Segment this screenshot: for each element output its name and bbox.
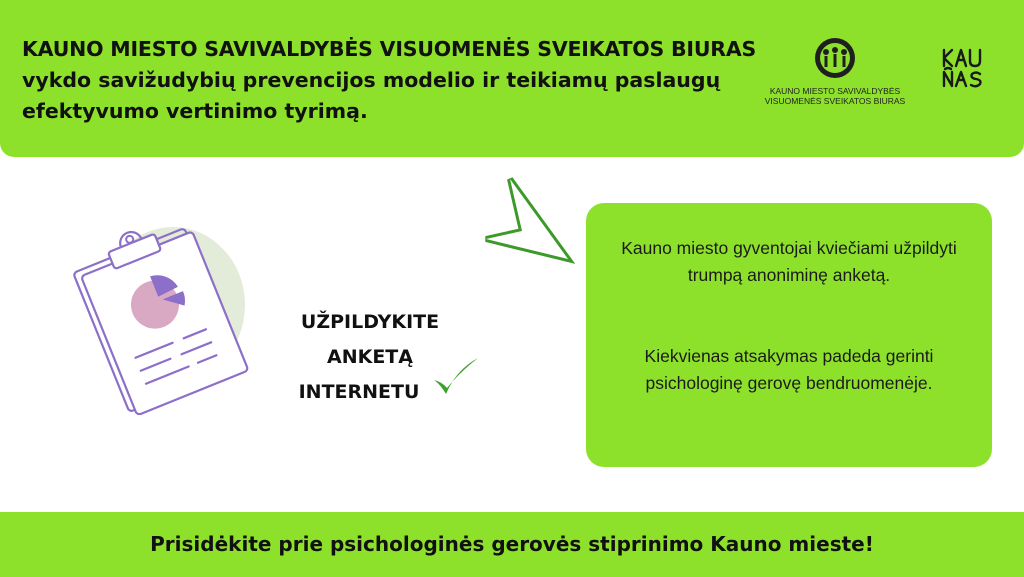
footer-banner (0, 512, 1024, 577)
footer-text: Prisidėkite prie psichologinės gerovės stiprinimo Kauno mieste! (150, 532, 874, 556)
org-logo (760, 36, 910, 116)
city-logo (940, 46, 992, 94)
info-paragraph-1: Kauno miesto gyventojai kviečiami užpildyti trumpą anoniminę anketą. (621, 238, 957, 285)
cta-line2: ANKETĄ (327, 346, 413, 368)
header-title-line3: efektyvumo vertinimo tyrimą. (22, 99, 368, 123)
check-icon (430, 354, 482, 402)
clipboard-chart-icon (55, 205, 255, 415)
cta-line3: INTERNETU (298, 381, 420, 403)
org-logo-text-line2: VISUOMENĖS SVEIKATOS BIURAS (764, 96, 906, 106)
kaunas-city-logo-icon (940, 46, 992, 94)
org-logo-text (760, 86, 910, 106)
people-circle-logo-icon (760, 36, 910, 84)
info-box (586, 203, 992, 467)
org-logo-text-line1: KAUNO MIESTO SAVIVALDYBĖS (769, 86, 901, 96)
arrow-pointer-icon (478, 173, 578, 268)
header-title (22, 34, 782, 127)
header-title-line2: vykdo savižudybių prevencijos modelio ir teikiamų paslaugų (22, 68, 721, 92)
info-paragraph-2: Kiekvienas atsakymas padeda gerinti psichologinę gerovę bendruomenėje. (644, 346, 934, 393)
header-title-line1: KAUNO MIESTO SAVIVALDYBĖS VISUOMENĖS SVEIKATOS BIURAS (22, 37, 757, 61)
cta-line1: UŽPILDYKITE (300, 311, 440, 333)
